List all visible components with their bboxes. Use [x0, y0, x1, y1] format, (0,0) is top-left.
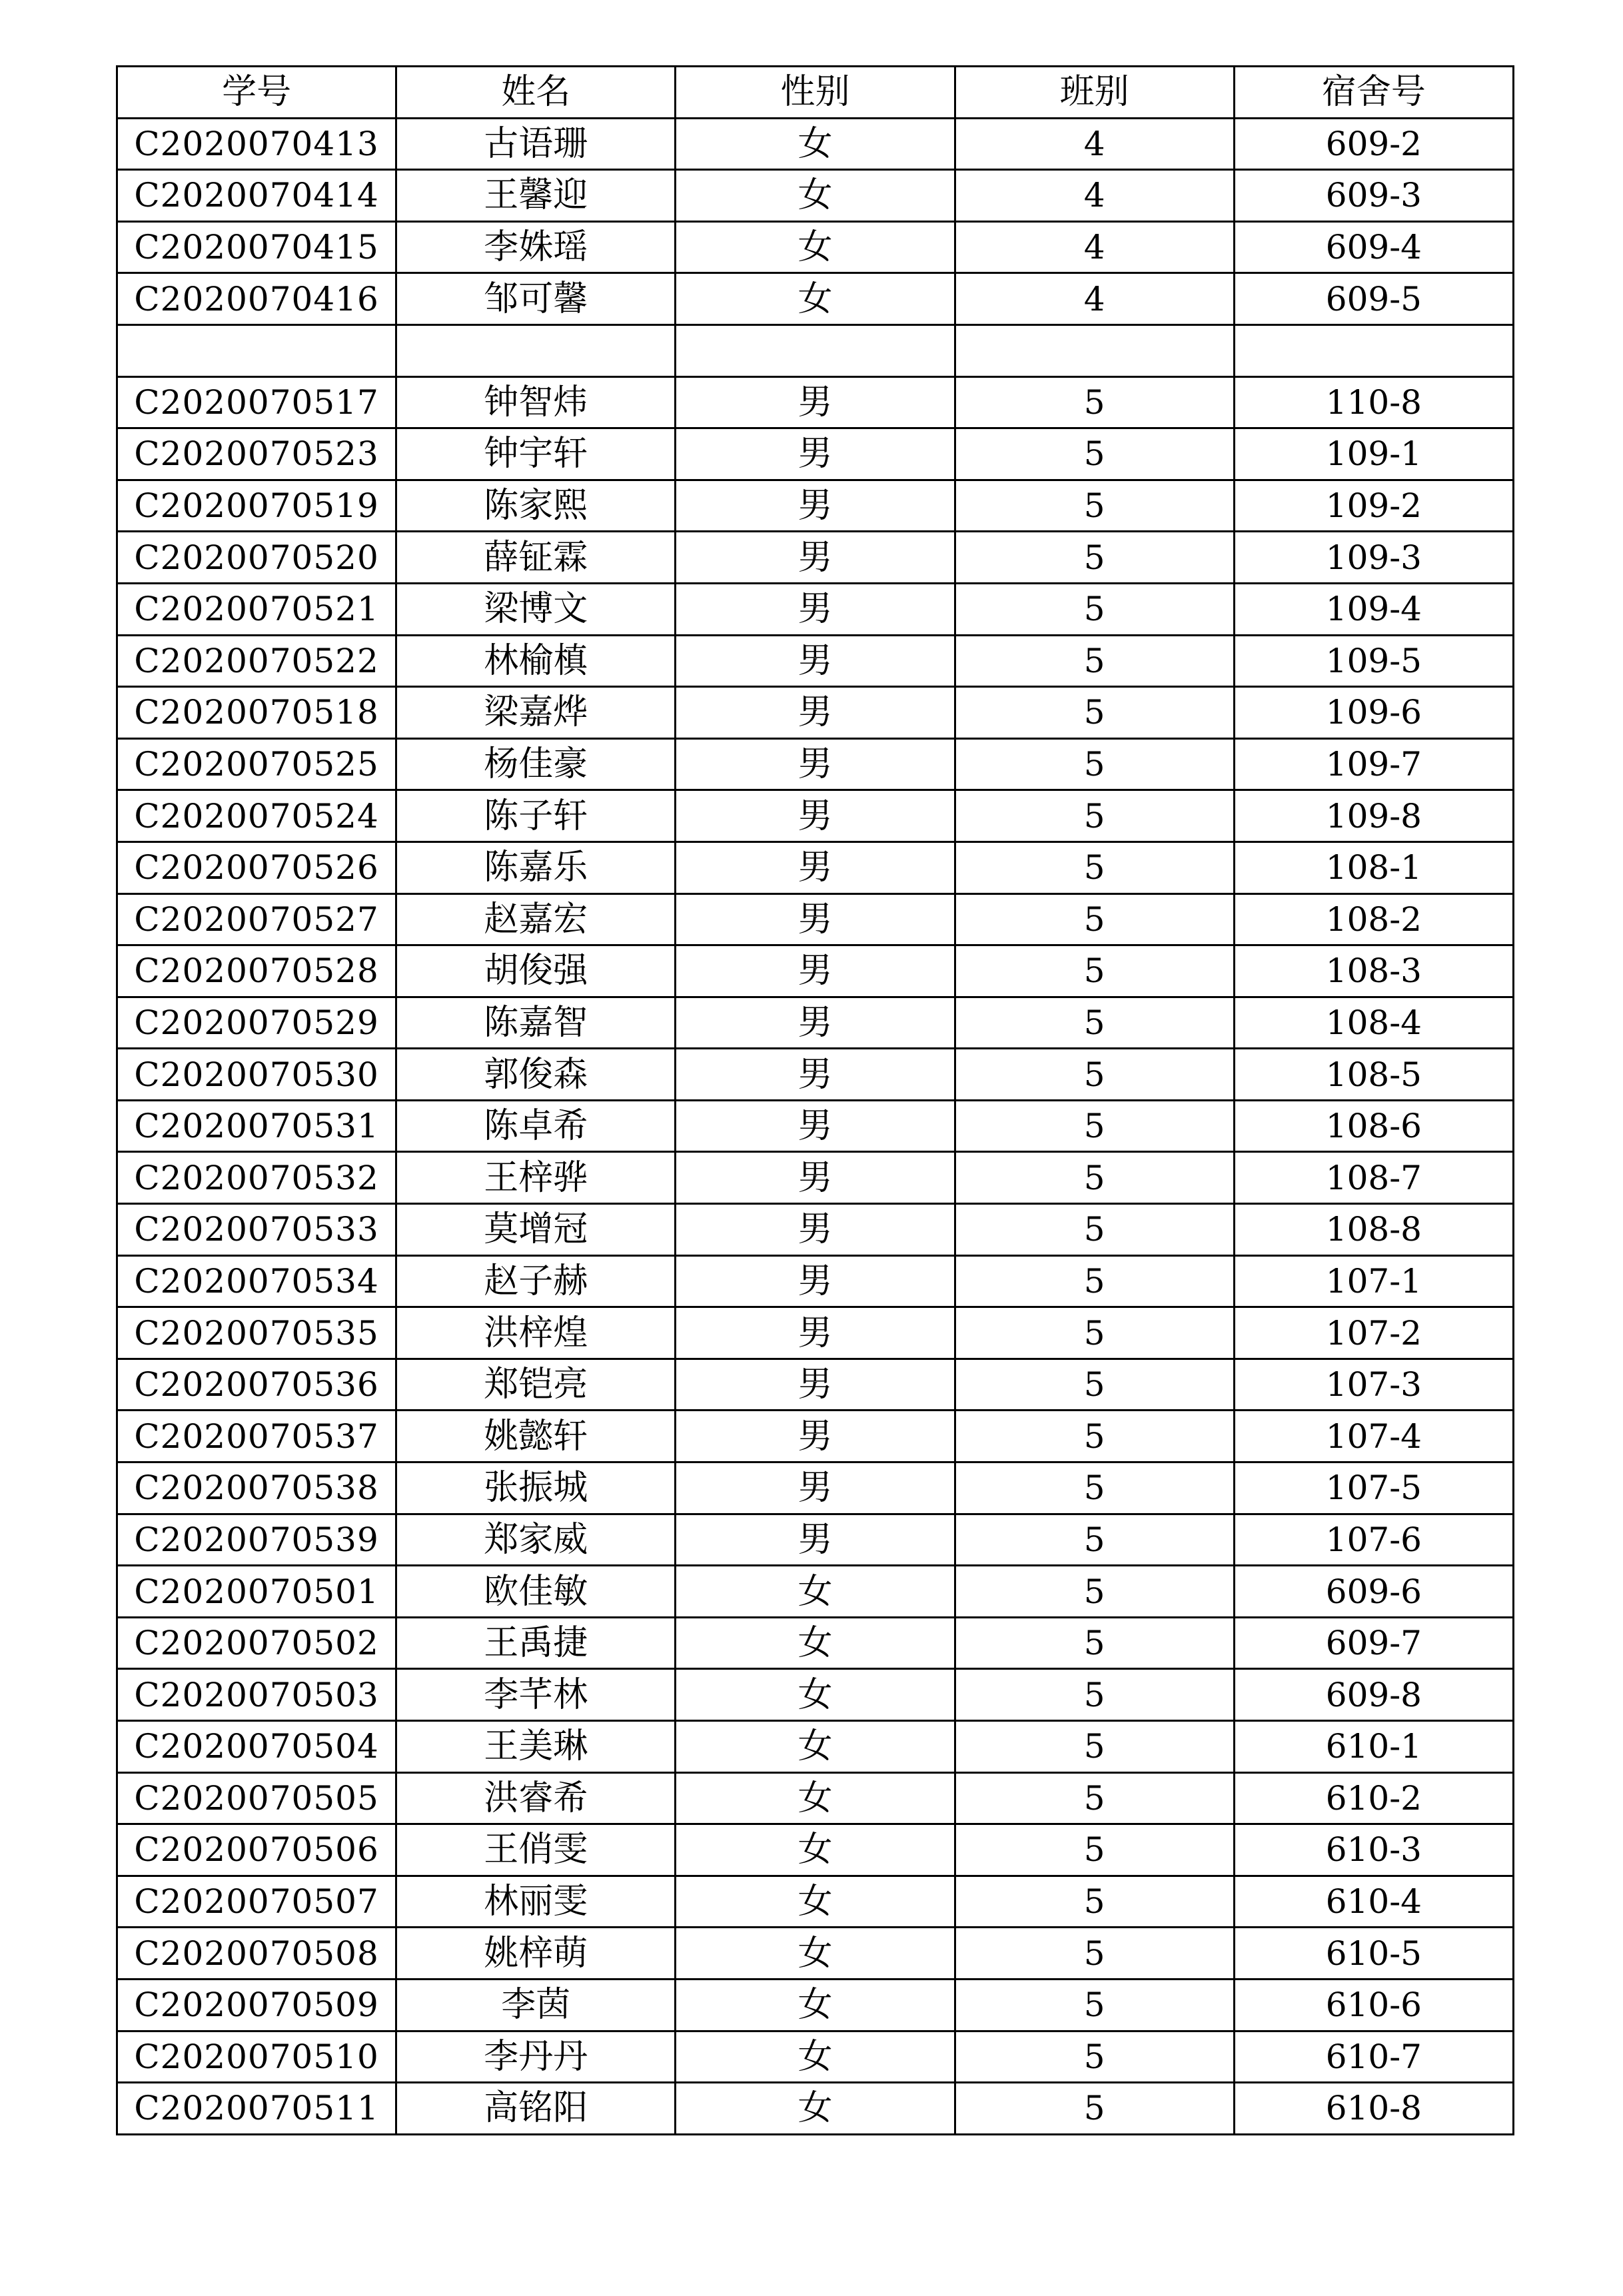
table-row	[117, 997, 1514, 1049]
dorm-number-cell: 108-4	[1234, 997, 1513, 1049]
dorm-number-cell: 108-6	[1234, 1100, 1513, 1152]
table-row	[117, 945, 1514, 997]
table-row	[117, 1669, 1514, 1721]
class-cell: 5	[955, 480, 1234, 532]
gender-cell: 女	[676, 2083, 955, 2135]
name-cell: 林榆槙	[396, 635, 676, 687]
student-id-cell: C2020070415	[117, 221, 396, 273]
name-cell: 洪睿希	[396, 1772, 676, 1824]
name-cell: 洪梓煌	[396, 1307, 676, 1359]
student-id-cell: C2020070511	[117, 2083, 396, 2135]
dorm-number-cell: 610-1	[1234, 1721, 1513, 1773]
dorm-number-cell: 108-8	[1234, 1204, 1513, 1256]
name-cell: 王禹捷	[396, 1617, 676, 1669]
name-cell: 王俏雯	[396, 1824, 676, 1876]
student-id-cell: C2020070506	[117, 1824, 396, 1876]
name-cell: 陈卓希	[396, 1100, 676, 1152]
gender-cell: 女	[676, 170, 955, 222]
student-id-cell: C2020070518	[117, 687, 396, 739]
class-cell: 5	[955, 738, 1234, 790]
student-id-cell: C2020070532	[117, 1152, 396, 1204]
dorm-number-cell: 609-8	[1234, 1669, 1513, 1721]
student-id-cell: C2020070524	[117, 790, 396, 842]
gender-cell: 女	[676, 1824, 955, 1876]
name-cell: 薛钲霖	[396, 532, 676, 584]
student-id-cell: C2020070534	[117, 1255, 396, 1307]
gender-cell: 男	[676, 583, 955, 635]
class-cell: 4	[955, 273, 1234, 325]
class-cell: 5	[955, 1514, 1234, 1566]
class-cell: 5	[955, 687, 1234, 739]
student-id-cell: C2020070525	[117, 738, 396, 790]
class-cell: 5	[955, 376, 1234, 428]
name-cell: 王美琳	[396, 1721, 676, 1773]
class-cell: 5	[955, 532, 1234, 584]
table-row	[117, 376, 1514, 428]
student-id-cell: C2020070502	[117, 1617, 396, 1669]
name-cell: 邹可馨	[396, 273, 676, 325]
student-id-cell: C2020070528	[117, 945, 396, 997]
student-id-cell: C2020070523	[117, 428, 396, 480]
class-cell: 5	[955, 1928, 1234, 1980]
gender-cell: 男	[676, 1152, 955, 1204]
dorm-number-cell: 107-3	[1234, 1359, 1513, 1411]
name-cell: 陈家熙	[396, 480, 676, 532]
table-row	[117, 687, 1514, 739]
gender-cell: 男	[676, 738, 955, 790]
student-id-cell: C2020070501	[117, 1566, 396, 1618]
gender-cell: 男	[676, 1100, 955, 1152]
gender-cell: 男	[676, 997, 955, 1049]
gender-cell: 男	[676, 1462, 955, 1514]
class-cell: 5	[955, 1204, 1234, 1256]
dorm-number-cell: 109-1	[1234, 428, 1513, 480]
name-cell: 古语珊	[396, 118, 676, 170]
class-cell: 5	[955, 997, 1234, 1049]
gender-cell: 男	[676, 1307, 955, 1359]
table-row	[117, 1359, 1514, 1411]
name-cell: 王馨迎	[396, 170, 676, 222]
gender-cell: 女	[676, 1979, 955, 2031]
name-cell: 陈嘉乐	[396, 842, 676, 893]
table-row	[117, 2031, 1514, 2083]
student-id-cell: C2020070536	[117, 1359, 396, 1411]
student-id-cell: C2020070529	[117, 997, 396, 1049]
name-cell: 欧佳敏	[396, 1566, 676, 1618]
gender-cell: 男	[676, 945, 955, 997]
table-row	[117, 1049, 1514, 1101]
table-row	[117, 1876, 1514, 1928]
table-row	[117, 790, 1514, 842]
class-cell	[955, 324, 1234, 376]
table-row	[117, 1100, 1514, 1152]
name-cell: 张振城	[396, 1462, 676, 1514]
gender-cell: 女	[676, 1669, 955, 1721]
student-id-cell: C2020070538	[117, 1462, 396, 1514]
name-cell: 姚懿轩	[396, 1411, 676, 1462]
table-row	[117, 1307, 1514, 1359]
class-cell: 5	[955, 1876, 1234, 1928]
class-cell: 5	[955, 1462, 1234, 1514]
name-cell: 林丽雯	[396, 1876, 676, 1928]
dorm-number-cell: 110-8	[1234, 376, 1513, 428]
table-row	[117, 170, 1514, 222]
gender-cell: 男	[676, 1514, 955, 1566]
table-row	[117, 324, 1514, 376]
gender-cell: 女	[676, 1617, 955, 1669]
dorm-number-cell: 109-5	[1234, 635, 1513, 687]
gender-cell: 男	[676, 376, 955, 428]
class-cell: 5	[955, 1100, 1234, 1152]
class-cell: 5	[955, 1617, 1234, 1669]
table-row	[117, 1255, 1514, 1307]
student-id-cell: C2020070533	[117, 1204, 396, 1256]
class-cell: 4	[955, 170, 1234, 222]
name-cell: 梁博文	[396, 583, 676, 635]
student-id-cell: C2020070526	[117, 842, 396, 893]
name-cell: 赵子赫	[396, 1255, 676, 1307]
class-cell: 5	[955, 2031, 1234, 2083]
student-id-cell: C2020070520	[117, 532, 396, 584]
gender-cell: 男	[676, 1049, 955, 1101]
dorm-number-cell: 109-8	[1234, 790, 1513, 842]
class-cell: 5	[955, 893, 1234, 945]
dorm-number-cell: 609-4	[1234, 221, 1513, 273]
class-cell: 5	[955, 428, 1234, 480]
table-row	[117, 1979, 1514, 2031]
student-id-cell: C2020070507	[117, 1876, 396, 1928]
student-id-cell: C2020070509	[117, 1979, 396, 2031]
header-row	[117, 67, 1514, 119]
class-cell: 5	[955, 790, 1234, 842]
table-row	[117, 273, 1514, 325]
table-row	[117, 221, 1514, 273]
table-row	[117, 1204, 1514, 1256]
student-id-cell: C2020070527	[117, 893, 396, 945]
gender-cell: 女	[676, 273, 955, 325]
class-cell: 5	[955, 1255, 1234, 1307]
dorm-number-cell: 610-5	[1234, 1928, 1513, 1980]
class-cell: 5	[955, 1359, 1234, 1411]
dorm-number-cell: 107-1	[1234, 1255, 1513, 1307]
gender-cell: 女	[676, 1928, 955, 1980]
dorm-number-cell: 609-2	[1234, 118, 1513, 170]
name-cell: 李茵	[396, 1979, 676, 2031]
name-cell: 赵嘉宏	[396, 893, 676, 945]
gender-cell: 女	[676, 1876, 955, 1928]
table-row	[117, 1721, 1514, 1773]
class-cell: 5	[955, 1411, 1234, 1462]
table-row	[117, 738, 1514, 790]
column-header-gender: 性别	[676, 67, 955, 119]
student-id-cell: C2020070510	[117, 2031, 396, 2083]
name-cell: 胡俊强	[396, 945, 676, 997]
table-row	[117, 1514, 1514, 1566]
gender-cell: 男	[676, 842, 955, 893]
table-row	[117, 1772, 1514, 1824]
gender-cell: 女	[676, 1772, 955, 1824]
class-cell: 5	[955, 1721, 1234, 1773]
name-cell: 李丹丹	[396, 2031, 676, 2083]
name-cell: 陈嘉智	[396, 997, 676, 1049]
table-row	[117, 2083, 1514, 2135]
class-cell: 5	[955, 1152, 1234, 1204]
class-cell: 5	[955, 1049, 1234, 1101]
table-row	[117, 1617, 1514, 1669]
table-row	[117, 1462, 1514, 1514]
gender-cell: 男	[676, 893, 955, 945]
student-id-cell: C2020070517	[117, 376, 396, 428]
table-row	[117, 480, 1514, 532]
dorm-number-cell: 108-2	[1234, 893, 1513, 945]
student-id-cell: C2020070414	[117, 170, 396, 222]
name-cell: 梁嘉烨	[396, 687, 676, 739]
student-id-cell: C2020070504	[117, 1721, 396, 1773]
name-cell: 高铭阳	[396, 2083, 676, 2135]
gender-cell: 男	[676, 1411, 955, 1462]
name-cell: 钟智炜	[396, 376, 676, 428]
column-header-student-id: 学号	[117, 67, 396, 119]
table-row	[117, 118, 1514, 170]
class-cell: 5	[955, 1824, 1234, 1876]
dorm-number-cell: 609-3	[1234, 170, 1513, 222]
student-id-cell: C2020070505	[117, 1772, 396, 1824]
class-cell: 5	[955, 635, 1234, 687]
student-id-cell: C2020070535	[117, 1307, 396, 1359]
gender-cell: 男	[676, 1255, 955, 1307]
roster-body	[117, 118, 1514, 2134]
name-cell: 莫增冠	[396, 1204, 676, 1256]
name-cell	[396, 324, 676, 376]
dorm-number-cell: 109-6	[1234, 687, 1513, 739]
dorm-number-cell: 610-8	[1234, 2083, 1513, 2135]
gender-cell	[676, 324, 955, 376]
dorm-number-cell: 610-6	[1234, 1979, 1513, 2031]
dorm-number-cell: 107-6	[1234, 1514, 1513, 1566]
name-cell: 陈子轩	[396, 790, 676, 842]
dorm-number-cell: 609-6	[1234, 1566, 1513, 1618]
gender-cell: 男	[676, 635, 955, 687]
dorm-number-cell: 609-7	[1234, 1617, 1513, 1669]
gender-cell: 男	[676, 790, 955, 842]
gender-cell: 女	[676, 221, 955, 273]
column-header-dorm-number: 宿舍号	[1234, 67, 1513, 119]
gender-cell: 男	[676, 1204, 955, 1256]
class-cell: 5	[955, 583, 1234, 635]
dorm-number-cell: 610-7	[1234, 2031, 1513, 2083]
dorm-number-cell: 107-5	[1234, 1462, 1513, 1514]
student-id-cell: C2020070503	[117, 1669, 396, 1721]
student-id-cell	[117, 324, 396, 376]
dorm-number-cell: 109-2	[1234, 480, 1513, 532]
gender-cell: 女	[676, 118, 955, 170]
student-id-cell: C2020070537	[117, 1411, 396, 1462]
table-row	[117, 1824, 1514, 1876]
student-id-cell: C2020070522	[117, 635, 396, 687]
dorm-number-cell: 107-4	[1234, 1411, 1513, 1462]
class-cell: 5	[955, 842, 1234, 893]
gender-cell: 女	[676, 1721, 955, 1773]
gender-cell: 男	[676, 687, 955, 739]
student-id-cell: C2020070508	[117, 1928, 396, 1980]
dorm-number-cell: 610-3	[1234, 1824, 1513, 1876]
gender-cell: 男	[676, 480, 955, 532]
table-row	[117, 1928, 1514, 1980]
dorm-number-cell: 609-5	[1234, 273, 1513, 325]
dorm-number-cell: 108-3	[1234, 945, 1513, 997]
class-cell: 5	[955, 1979, 1234, 2031]
dorm-number-cell: 108-7	[1234, 1152, 1513, 1204]
table-row	[117, 1411, 1514, 1462]
table-row	[117, 532, 1514, 584]
table-row	[117, 1566, 1514, 1618]
column-header-name: 姓名	[396, 67, 676, 119]
gender-cell: 男	[676, 1359, 955, 1411]
gender-cell: 女	[676, 2031, 955, 2083]
student-id-cell: C2020070531	[117, 1100, 396, 1152]
table-row	[117, 635, 1514, 687]
dorm-number-cell: 107-2	[1234, 1307, 1513, 1359]
name-cell: 郑铠亮	[396, 1359, 676, 1411]
dorm-number-cell: 108-5	[1234, 1049, 1513, 1101]
gender-cell: 男	[676, 428, 955, 480]
table-row	[117, 893, 1514, 945]
class-cell: 5	[955, 945, 1234, 997]
student-id-cell: C2020070519	[117, 480, 396, 532]
name-cell: 郭俊森	[396, 1049, 676, 1101]
class-cell: 5	[955, 1307, 1234, 1359]
class-cell: 5	[955, 1772, 1234, 1824]
table-row	[117, 583, 1514, 635]
column-header-class: 班别	[955, 67, 1234, 119]
student-id-cell: C2020070521	[117, 583, 396, 635]
student-id-cell: C2020070413	[117, 118, 396, 170]
class-cell: 4	[955, 118, 1234, 170]
student-id-cell: C2020070416	[117, 273, 396, 325]
dorm-number-cell: 610-4	[1234, 1876, 1513, 1928]
dorm-number-cell: 109-4	[1234, 583, 1513, 635]
name-cell: 郑家威	[396, 1514, 676, 1566]
gender-cell: 男	[676, 532, 955, 584]
class-cell: 5	[955, 1566, 1234, 1618]
table-row	[117, 842, 1514, 893]
dorm-number-cell: 109-3	[1234, 532, 1513, 584]
student-id-cell: C2020070539	[117, 1514, 396, 1566]
gender-cell: 女	[676, 1566, 955, 1618]
class-cell: 5	[955, 1669, 1234, 1721]
class-cell: 4	[955, 221, 1234, 273]
name-cell: 王梓骅	[396, 1152, 676, 1204]
dorm-number-cell: 108-1	[1234, 842, 1513, 893]
name-cell: 李芊林	[396, 1669, 676, 1721]
dorm-number-cell	[1234, 324, 1513, 376]
table-row	[117, 428, 1514, 480]
dorm-number-cell: 109-7	[1234, 738, 1513, 790]
table-row	[117, 1152, 1514, 1204]
name-cell: 姚梓萌	[396, 1928, 676, 1980]
dormitory-roster-table	[116, 65, 1514, 2135]
name-cell: 杨佳豪	[396, 738, 676, 790]
name-cell: 李姝瑶	[396, 221, 676, 273]
dorm-number-cell: 610-2	[1234, 1772, 1513, 1824]
student-id-cell: C2020070530	[117, 1049, 396, 1101]
name-cell: 钟宇轩	[396, 428, 676, 480]
class-cell: 5	[955, 2083, 1234, 2135]
